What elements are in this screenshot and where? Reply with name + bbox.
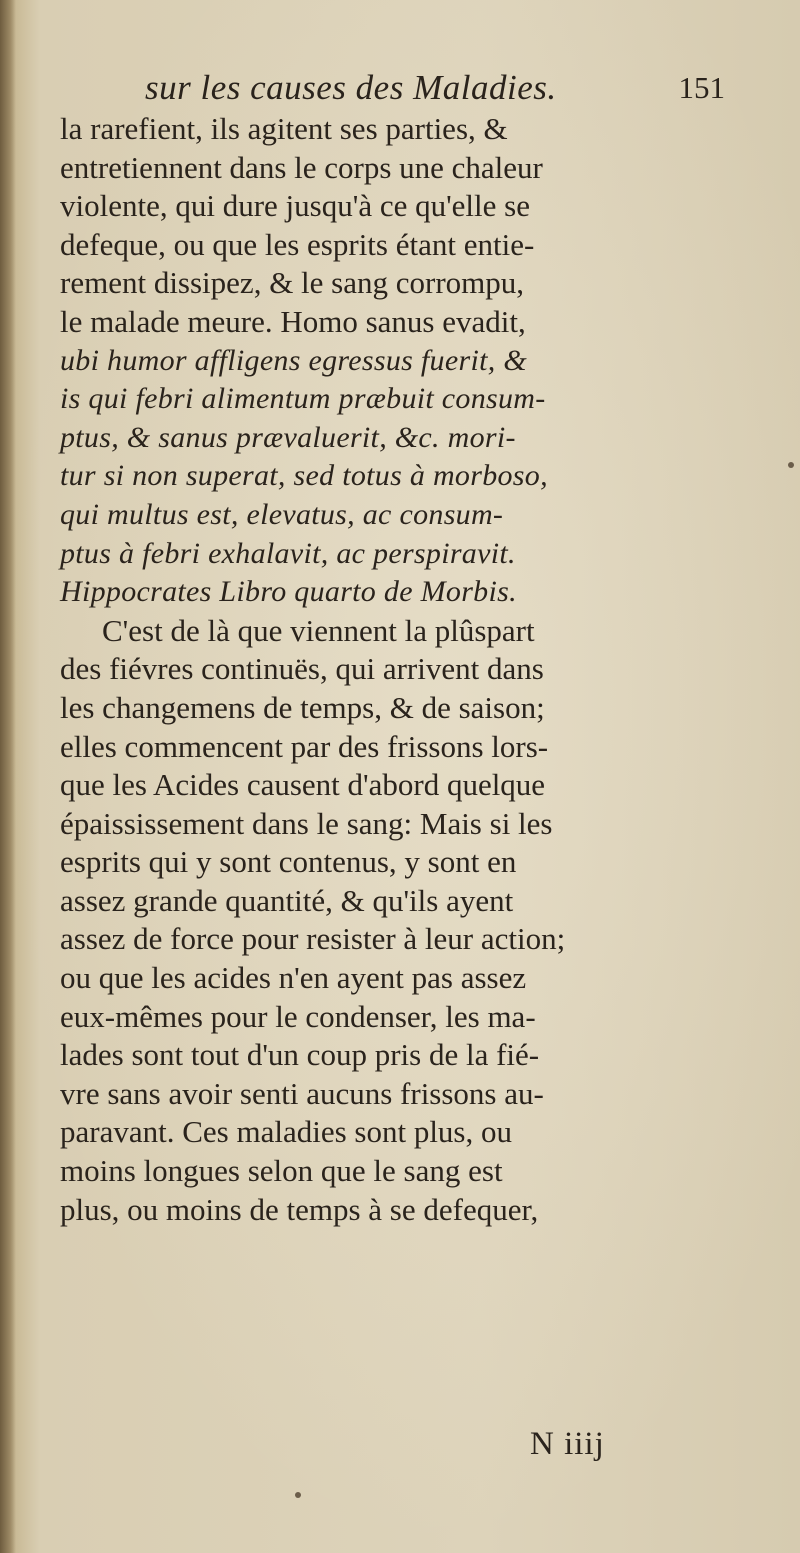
- text-line: le malade meure. Homo sanus evadit,: [60, 303, 526, 339]
- paragraph-start-line: C'est de là que viennent la plûspart: [102, 612, 535, 648]
- text-line: lades sont tout d'un coup pris de la fié-: [60, 1037, 540, 1073]
- page-number: 151: [678, 70, 725, 105]
- text-line: rement dissipez, & le sang corrompu,: [60, 265, 525, 301]
- text-line: assez grande quantité, & qu'ils ayent: [60, 882, 514, 918]
- text-line: moins longues selon que le sang est: [60, 1153, 503, 1189]
- text-line: entretiennent dans le corps une chaleur: [60, 149, 543, 185]
- latin-quote-line: ptus à febri exhalavit, ac perspiravit.: [60, 536, 516, 570]
- latin-quote-line: qui multus est, elevatus, ac consum-: [60, 497, 504, 531]
- latin-quote-line: ubi humor affligens egressus fuerit, &: [60, 343, 527, 377]
- page-body: [60, 110, 740, 1229]
- text-line: que les Acides causent d'abord quelque: [60, 767, 546, 803]
- text-line: la rarefient, ils agitent ses parties, &: [60, 111, 508, 146]
- text-line: elles commencent par des frissons lors-: [60, 728, 549, 764]
- text-line: paravant. Ces maladies sont plus, ou: [60, 1114, 512, 1150]
- citation-line: Hippocrates Libro quarto de Morbis.: [60, 575, 517, 609]
- text-line: vre sans avoir senti aucuns frissons au-: [60, 1075, 544, 1111]
- latin-quote-line: tur si non superat, sed totus à morboso,: [60, 459, 548, 493]
- running-head: sur les causes des Maladies.: [145, 68, 557, 107]
- latin-quote-line: ptus, & sanus prævaluerit, &c. mori-: [60, 420, 516, 454]
- text-line: plus, ou moins de temps à se defequer,: [60, 1191, 539, 1227]
- text-line: defeque, ou que les esprits étant entie-: [60, 226, 535, 262]
- page-header: [145, 68, 725, 112]
- text-line: des fiévres continuës, qui arrivent dans: [60, 651, 544, 687]
- text-line: violente, qui dure jusqu'à ce qu'elle se: [60, 188, 530, 224]
- paper-speck: [295, 1492, 301, 1498]
- text-line: eux-mêmes pour le condenser, les ma-: [60, 998, 536, 1034]
- text-line: esprits qui y sont contenus, y sont en: [60, 844, 517, 880]
- latin-quote-line: is qui febri alimentum præbuit consum-: [60, 382, 546, 416]
- paper-speck: [788, 462, 794, 468]
- text-line: ou que les acides n'en ayent pas assez: [60, 960, 527, 996]
- text-line: assez de force pour resister à leur action;: [60, 921, 566, 957]
- text-line: les changemens de temps, & de saison;: [60, 689, 545, 725]
- page-binding-shadow: [0, 0, 16, 1553]
- text-line: épaississement dans le sang: Mais si les: [60, 805, 553, 841]
- signature-mark: N iiij: [530, 1426, 605, 1462]
